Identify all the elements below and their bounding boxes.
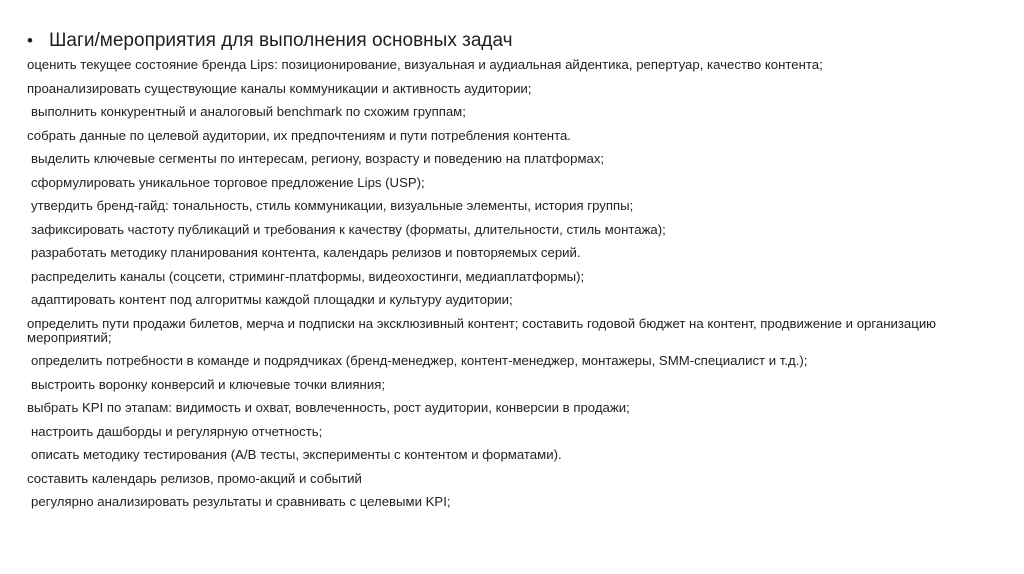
list-item: адаптировать контент под алгоритмы каждой площадки и культуру аудитории; [31,292,513,307]
list-item: выстроить воронку конверсий и ключевые точки влияния; [31,376,385,392]
list-item: сформулировать уникальное торговое предложение Lips (USP); [31,174,425,190]
slide-heading [27,28,987,54]
list-item: определить пути продажи билетов, мерча и подписки на эксклюзивный контент; составить годовой бюджет на контент, продвижение и организацию мероприятий; [27,315,937,345]
list-item: распределить каналы (соцсети, стриминг-платформы, видеохостинги, медиаплатформы); [31,268,585,284]
list-item: утвердить бренд-гайд: тональность, стиль коммуникации, визуальные элементы, история группы; [31,198,634,213]
list-item: выполнить конкурентный и аналоговый benchmark по схожим группам; [31,104,466,119]
heading-bullet: • [27,31,33,50]
list-item: выделить ключевые сегменты по интересам, региону, возрасту и поведению на платформах; [31,151,605,166]
task-list [27,58,987,519]
list-item: зафиксировать частоту публикаций и требования к качеству (форматы, длительности, стиль монтажа); [31,221,666,237]
list-item: разработать методику планирования контента, календарь релизов и повторяемых серий. [31,245,581,260]
list-item: описать методику тестирования (A/B тесты, эксперименты с контентом и форматами). [31,447,562,462]
list-item: составить календарь релизов, промо-акций и событий [27,470,362,486]
heading-text: Шаги/мероприятия для выполнения основных задач [49,30,513,51]
list-item: определить потребности в команде и подрядчиках (бренд-менеджер, контент-менеджер, монтажеры, SMM-специалист и т.д.); [31,353,808,368]
list-item: настроить дашборды и регулярную отчетность; [31,423,323,439]
list-item: проанализировать существующие каналы коммуникации и активность аудитории; [27,80,532,96]
list-item: выбрать KPI по этапам: видимость и охват, вовлеченность, рост аудитории, конверсии в продажи; [27,400,630,415]
list-item: собрать данные по целевой аудитории, их предпочтениям и пути потребления контента. [27,127,571,143]
list-item: оценить текущее состояние бренда Lips: позиционирование, визуальная и аудиальная айдентика, репертуар, качество контента; [27,57,823,72]
list-item: регулярно анализировать результаты и сравнивать с целевыми KPI; [31,494,451,509]
